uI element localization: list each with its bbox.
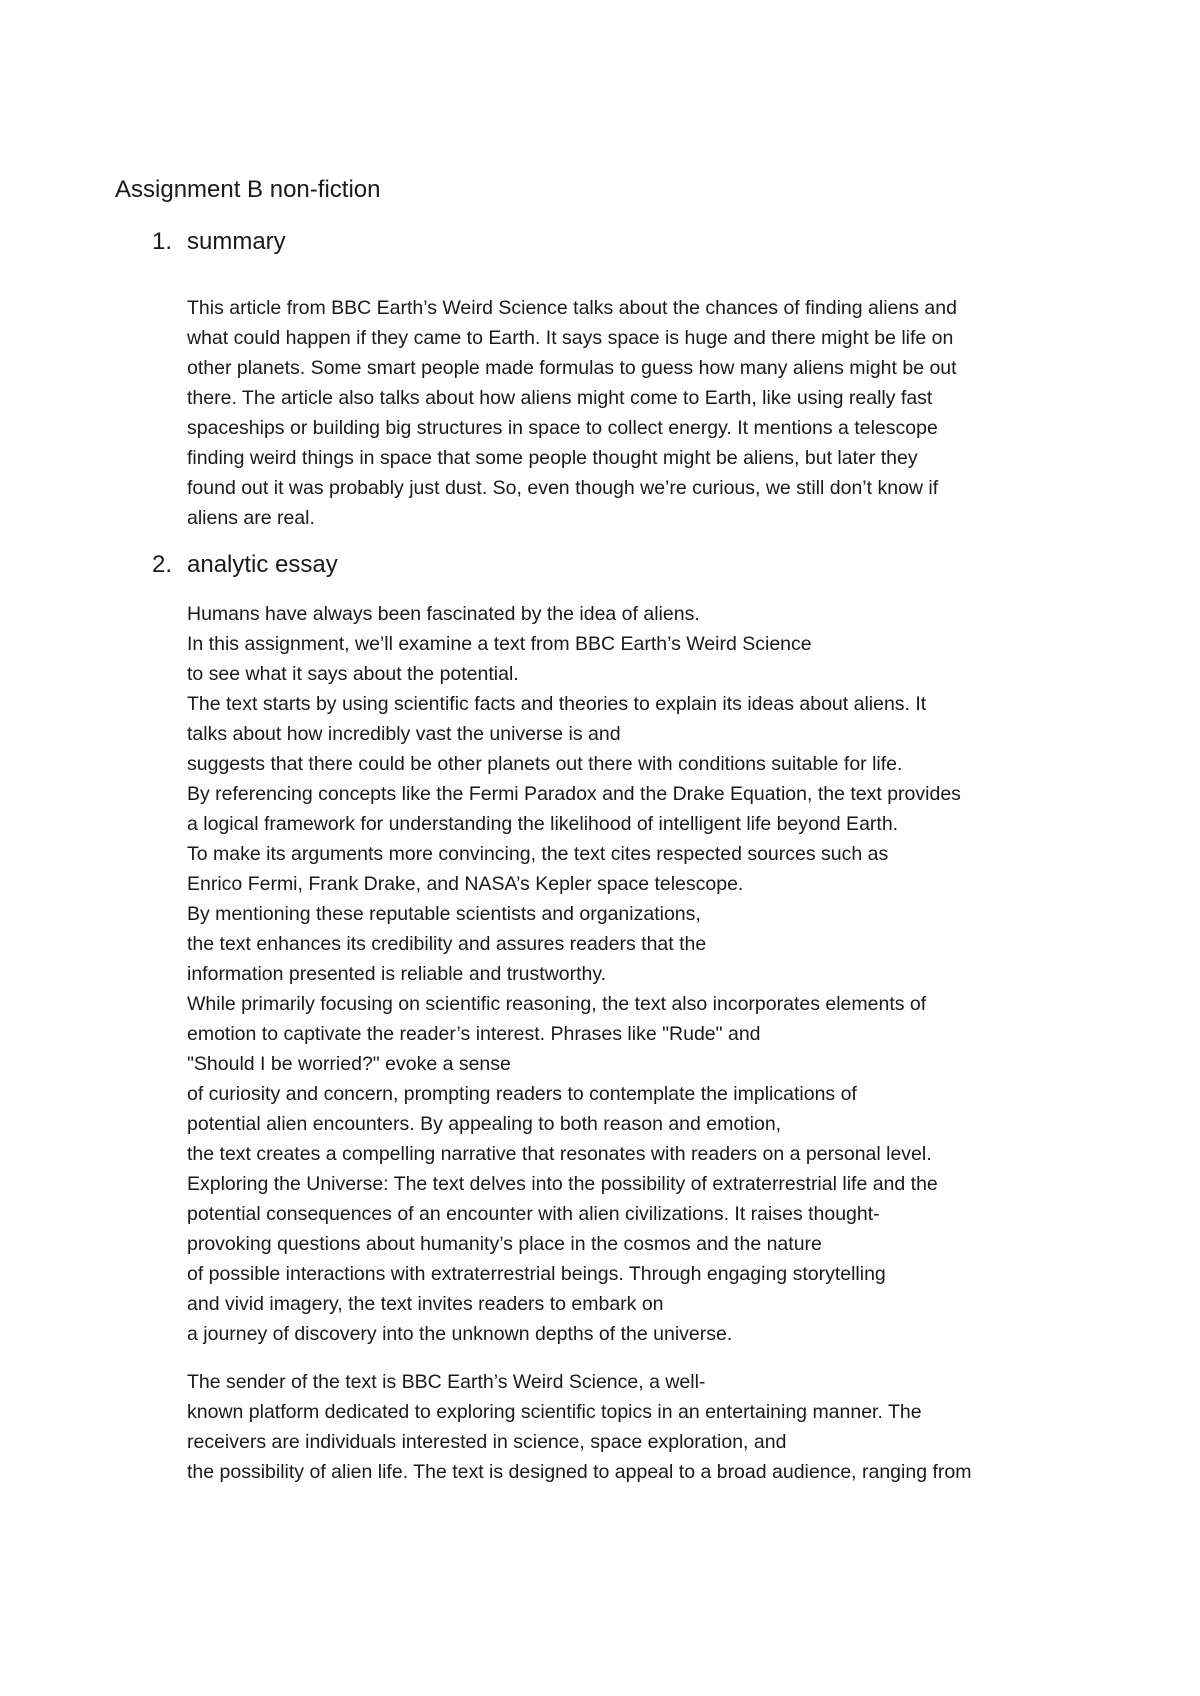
text-line: of possible interactions with extraterrestrial beings. Through engaging storytelling (187, 1263, 886, 1285)
text-line: emotion to captivate the reader’s interest. Phrases like "Rude" and (187, 1023, 761, 1045)
text-line: the text creates a compelling narrative that resonates with readers on a personal level. (187, 1143, 932, 1165)
text-line: potential alien encounters. By appealing to both reason and emotion, (187, 1113, 782, 1135)
text-line: known platform dedicated to exploring scientific topics in an entertaining manner. The (187, 1401, 922, 1423)
text-line: aliens are real. (187, 507, 315, 529)
text-line: By referencing concepts like the Fermi Paradox and the Drake Equation, the text provides (187, 783, 961, 805)
text-line: other planets. Some smart people made formulas to guess how many aliens might be out (187, 357, 957, 379)
text-line: the possibility of alien life. The text is designed to appeal to a broad audience, ranging from (187, 1461, 972, 1483)
text-line: "Should I be worried?" evoke a sense (187, 1053, 511, 1075)
text-line: receivers are individuals interested in science, space exploration, and (187, 1431, 787, 1453)
text-line: While primarily focusing on scientific reasoning, the text also incorporates elements of (187, 993, 927, 1015)
text-line: found out it was probably just dust. So, even though we’re curious, we still don’t know if (187, 477, 939, 499)
section-heading-summary (152, 226, 286, 258)
text-line: Exploring the Universe: The text delves into the possibility of extraterrestrial life and the (187, 1173, 938, 1195)
text-line: a journey of discovery into the unknown depths of the universe. (187, 1323, 733, 1345)
section-heading-text: summary (187, 228, 286, 255)
section-heading-text: analytic essay (187, 551, 338, 578)
text-line: To make its arguments more convincing, the text cites respected sources such as (187, 843, 889, 865)
text-line: By mentioning these reputable scientists and organizations, (187, 903, 701, 925)
text-line: the text enhances its credibility and assures readers that the (187, 933, 707, 955)
section-heading-analytic-essay (152, 549, 338, 581)
text-line: The sender of the text is BBC Earth’s Weird Science, a well- (187, 1371, 706, 1393)
text-line: information presented is reliable and trustworthy. (187, 963, 607, 985)
summary-paragraph (187, 293, 1147, 533)
text-line: spaceships or building big structures in space to collect energy. It mentions a telescope (187, 417, 938, 439)
section-number: 1. (152, 228, 173, 255)
text-line: Enrico Fermi, Frank Drake, and NASA’s Kepler space telescope. (187, 873, 744, 895)
sender-receiver-paragraph (187, 1367, 1147, 1487)
text-line: In this assignment, we’ll examine a text from BBC Earth’s Weird Science (187, 633, 812, 655)
text-line: finding weird things in space that some people thought might be aliens, but later they (187, 447, 918, 469)
section-number: 2. (152, 551, 173, 578)
essay-paragraph (187, 599, 1147, 1349)
text-line: provoking questions about humanity’s place in the cosmos and the nature (187, 1233, 822, 1255)
text-line: to see what it says about the potential. (187, 663, 519, 685)
text-line: talks about how incredibly vast the universe is and (187, 723, 621, 745)
text-line: suggests that there could be other planets out there with conditions suitable for life. (187, 753, 903, 775)
text-line: potential consequences of an encounter with alien civilizations. It raises thought- (187, 1203, 880, 1225)
text-line: there. The article also talks about how aliens might come to Earth, like using really fast (187, 387, 933, 409)
text-line: a logical framework for understanding the likelihood of intelligent life beyond Earth. (187, 813, 899, 835)
text-line: Humans have always been fascinated by the idea of aliens. (187, 603, 700, 625)
document-title: Assignment B non-fiction (115, 176, 381, 203)
text-line: and vivid imagery, the text invites readers to embark on (187, 1293, 664, 1315)
text-line: The text starts by using scientific facts and theories to explain its ideas about aliens. It (187, 693, 927, 715)
text-line: what could happen if they came to Earth. It says space is huge and there might be life on (187, 327, 954, 349)
text-line: This article from BBC Earth’s Weird Science talks about the chances of finding aliens and (187, 297, 957, 319)
text-line: of curiosity and concern, prompting readers to contemplate the implications of (187, 1083, 857, 1105)
